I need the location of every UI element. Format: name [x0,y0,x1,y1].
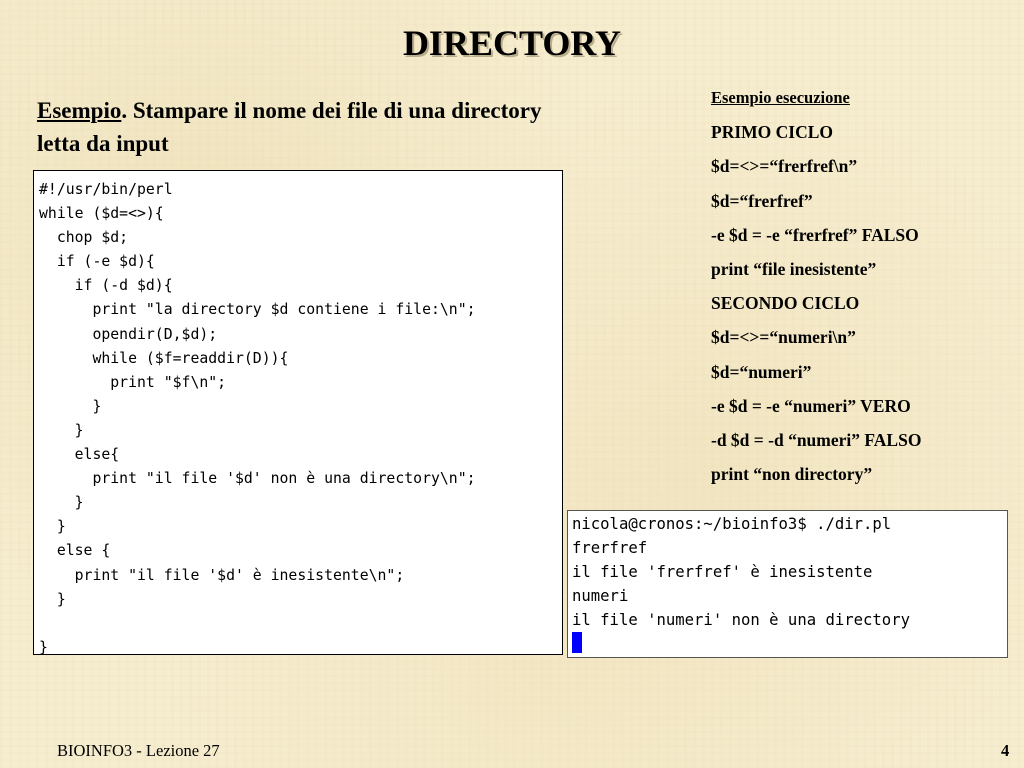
code-line: else{ [39,446,120,464]
code-line: opendir(D,$d); [39,325,218,343]
code-line: } [39,397,102,415]
execution-step: -e $d = -e “frerfref” FALSO [711,224,919,245]
execution-step: $d=“frerfref” [711,190,813,211]
code-line: } [39,638,48,656]
code-line: while ($f=readdir(D)){ [39,349,289,367]
intro-text [37,94,577,160]
terminal-line: numeri [572,587,629,605]
code-line: } [39,590,66,608]
code-line: } [39,421,84,439]
code-line: if (-e $d){ [39,253,155,271]
terminal-line: frerfref [572,539,648,557]
terminal-cursor [572,632,582,653]
code-line: } [39,518,66,536]
terminal-output-panel [567,510,1008,658]
execution-heading: Esempio esecuzione [711,88,850,107]
terminal-line: il file 'frerfref' è inesistente [572,563,873,581]
terminal-output [568,511,1007,632]
code-line: else { [39,542,111,560]
code-line: print "$f\n"; [39,373,227,391]
code-line: } [39,494,84,512]
execution-step: SECONDO CICLO [711,293,860,314]
code-line: print "la directory $d contiene i file:\n"; [39,301,476,319]
perl-code-panel [33,170,563,655]
slide-title: DIRECTORY [402,23,622,63]
perl-code-listing [34,171,562,660]
code-line: chop $d; [39,229,129,247]
footer-course-label: BIOINFO3 - Lezione 27 [57,741,220,760]
intro-label: Esempio [37,98,122,123]
terminal-line: il file 'numeri' non è una directory [572,611,910,629]
terminal-line: nicola@cronos:~/bioinfo3$ ./dir.pl [572,515,892,533]
code-line: while ($d=<>){ [39,205,164,223]
intro-description: . Stampare il nome dei file di una directory letta da input [37,98,542,156]
execution-step: $d=<>=“frerfref\n” [711,156,858,177]
code-line: print "il file '$d' è inesistente\n"; [39,566,405,584]
execution-step: $d=<>=“numeri\n” [711,327,856,348]
code-line: #!/usr/bin/perl [39,181,173,198]
page-number: 4 [1001,741,1010,760]
execution-step: -e $d = -e “numeri” VERO [711,395,911,416]
execution-step: print “non directory” [711,464,873,485]
execution-step: PRIMO CICLO [711,122,834,143]
code-line: print "il file '$d' non è una directory\n"; [39,470,476,488]
code-line: if (-d $d){ [39,277,173,295]
execution-step: print “file inesistente” [711,258,877,279]
execution-step: -d $d = -d “numeri” FALSO [711,429,922,450]
execution-example [711,86,921,496]
execution-step: $d=“numeri” [711,361,812,382]
